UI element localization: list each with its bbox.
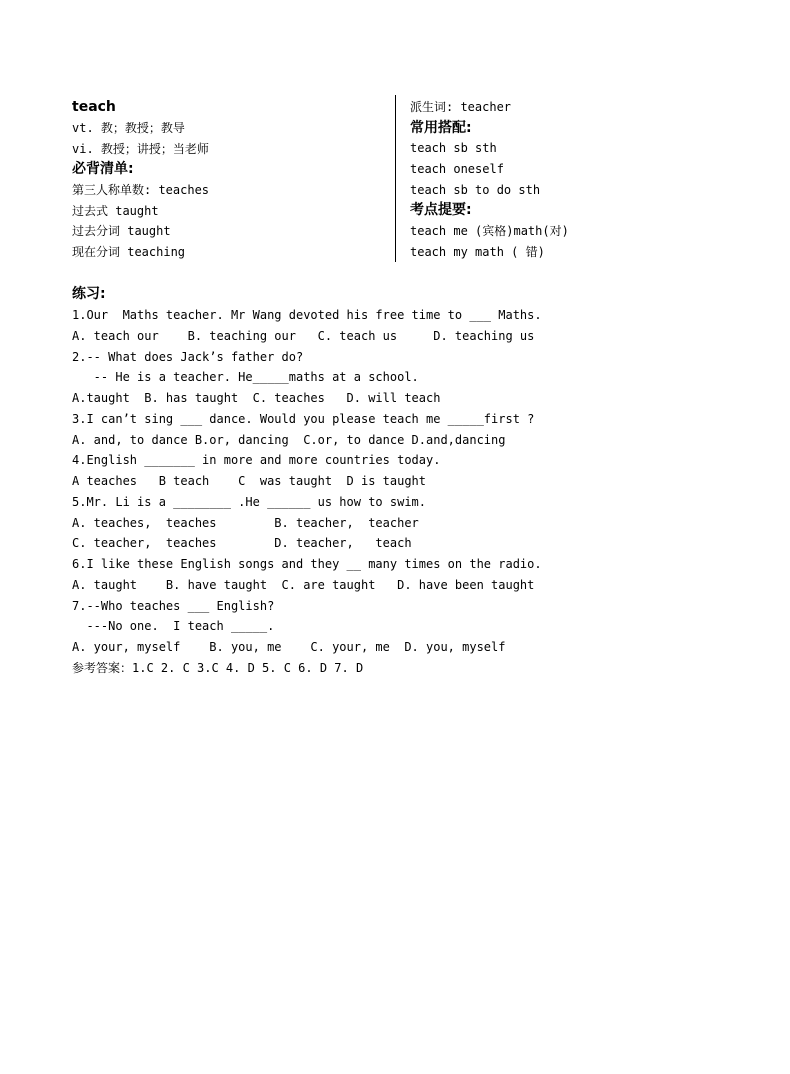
word-info-column (72, 97, 392, 263)
exercise-line: 6.I like these English songs and they __ many times on the radio. (72, 557, 542, 571)
past-participle-form: 过去分词 taught (72, 224, 171, 239)
key-points-heading: 考点提要: (410, 202, 472, 219)
past-tense-form: 过去式 taught (72, 203, 159, 218)
exercise-line: A.taught B. has taught C. teaches D. will teach (72, 391, 441, 405)
third-person-form: 第三人称单数: teaches (72, 183, 210, 198)
definition-vi: vi. 教授；讲授；当老师 (72, 141, 209, 156)
key-point-item: teach me (宾格)math(对) (410, 224, 569, 239)
key-point-item: teach my math ( 错) (410, 244, 545, 259)
exercise-line: 7.--Who teaches ___ English? (72, 598, 275, 613)
answer-key: 参考答案：1.C 2. C 3.C 4. D 5. C 6. D 7. D (72, 660, 364, 675)
exercise-section (72, 283, 752, 679)
exercise-line: A. teach our B. teaching our C. teach us D. teaching us (72, 328, 535, 343)
collocation-item: teach oneself (410, 162, 504, 177)
column-divider (395, 95, 396, 262)
exercise-line: C. teacher, teaches D. teacher, teach (72, 536, 412, 551)
exercise-line: A. teaches, teaches B. teacher, teacher (72, 515, 419, 530)
definition-vt: vt. 教；教授；教导 (72, 121, 185, 135)
must-list-heading: 必背清单: (72, 161, 134, 178)
exercise-line: 2.-- What does Jack’s father do? (72, 349, 304, 364)
collocations-heading: 常用搭配: (410, 119, 472, 136)
exercise-line: A. your, myself B. you, me C. your, me D. you, myself (72, 640, 506, 654)
exercise-line: ---No one. I teach _____. (72, 619, 275, 634)
exercise-line: -- He is a teacher. He_____maths at a school. (72, 370, 419, 385)
usage-column (410, 97, 730, 263)
exercise-line: 4.English _______ in more and more countries today. (72, 453, 441, 468)
exercise-line: A teaches B teach C was taught D is taught (72, 474, 427, 488)
exercise-line: A. taught B. have taught C. are taught D. have been taught (72, 577, 535, 592)
word-title: teach (72, 99, 116, 115)
exercise-heading: 练习: (72, 286, 106, 302)
exercise-line: 5.Mr. Li is a ________ .He ______ us how to swim. (72, 494, 427, 509)
collocation-item: teach sb sth (410, 141, 497, 156)
collocation-item: teach sb to do sth (410, 182, 541, 197)
present-participle-form: 现在分词 teaching (72, 245, 186, 260)
derivative-line: 派生词: teacher (410, 100, 512, 114)
exercise-line: 1.Our Maths teacher. Mr Wang devoted his free time to ___ Maths. (72, 308, 542, 322)
exercise-line: 3.I can’t sing ___ dance. Would you please teach me _____first ? (72, 411, 535, 426)
exercise-line: A. and, to dance B.or, dancing C.or, to dance D.and,dancing (72, 432, 506, 447)
